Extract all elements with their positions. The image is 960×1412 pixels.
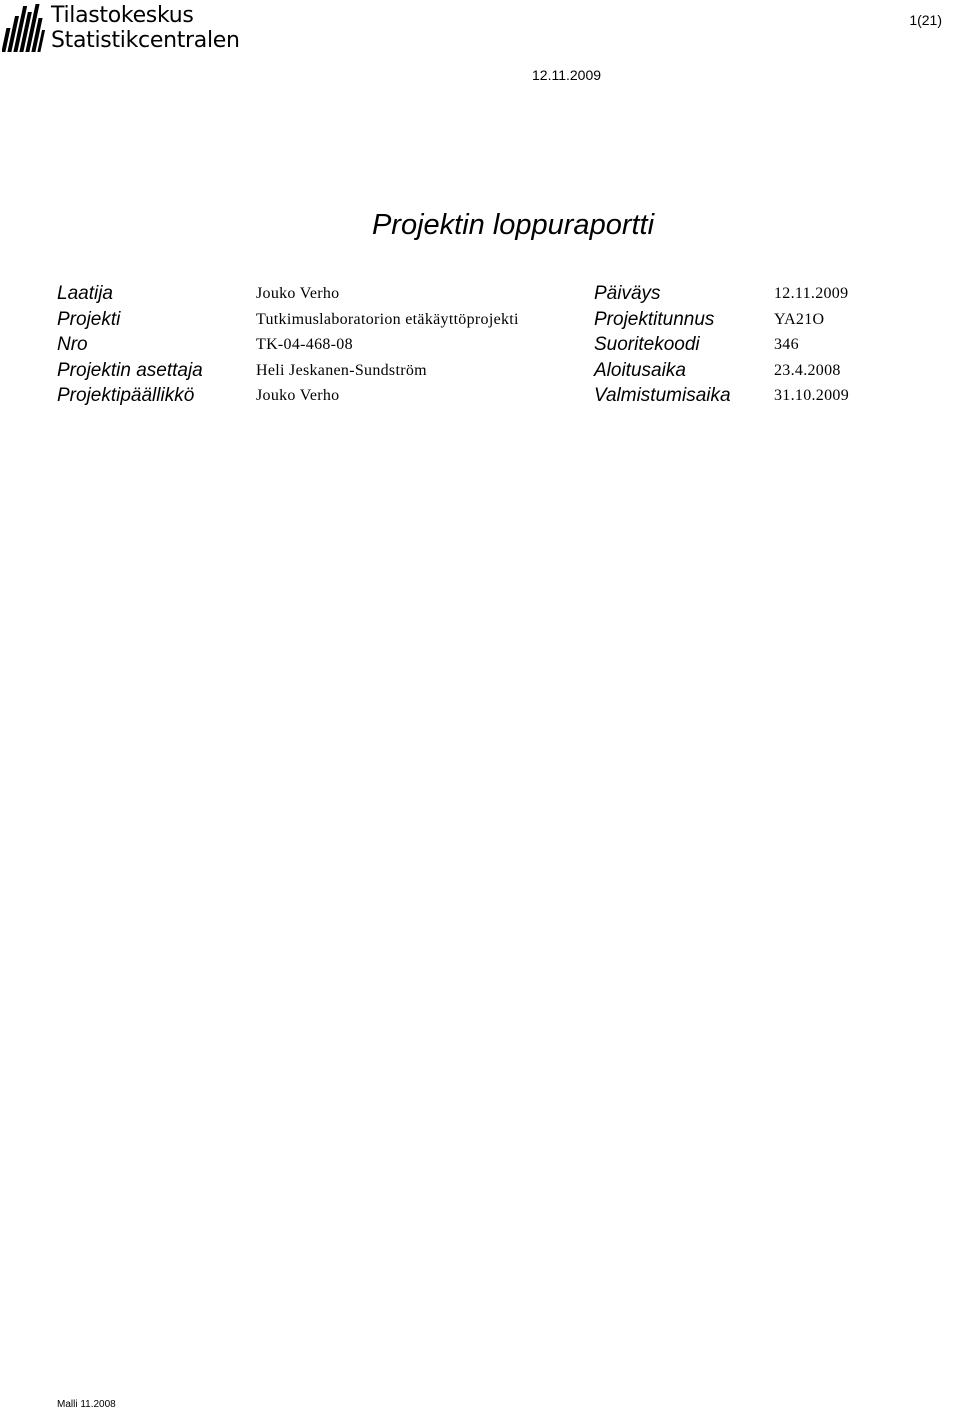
project-code-value: YA21O: [774, 310, 825, 328]
page-number: 1(21): [909, 12, 942, 28]
document-title: Projektin loppuraportti: [371, 209, 655, 241]
project-label: Projekti: [57, 308, 121, 330]
start-date-label: Aloitusaika: [594, 359, 686, 381]
commissioner-value: Heli Jeskanen-Sundström: [256, 361, 427, 379]
logo-line-sv: Statistikcentralen: [51, 28, 240, 53]
project-manager-value: Jouko Verho: [256, 387, 340, 404]
organization-logo: [2, 2, 252, 58]
completion-date-value: 31.10.2009: [774, 387, 849, 404]
number-label: Nro: [57, 334, 88, 355]
project-code-label: Projektitunnus: [594, 308, 715, 330]
logo-line-fi: Tilastokeskus: [51, 3, 194, 28]
logo-wordmark: [51, 3, 240, 53]
number-value: TK-04-468-08: [256, 336, 353, 353]
author-value: Jouko Verho: [256, 285, 340, 302]
commissioner-label: Projektin asettaja: [57, 359, 203, 381]
statistics-finland-bars-icon: [2, 2, 48, 54]
start-date-value: 23.4.2008: [774, 361, 841, 379]
header-date: 12.11.2009: [532, 67, 602, 83]
completion-date-label: Valmistumisaika: [594, 385, 731, 406]
date-value: 12.11.2009: [774, 285, 849, 302]
date-label: Päiväys: [594, 283, 661, 304]
output-code-value: 346: [774, 336, 799, 353]
project-manager-label: Projektipäällikkö: [57, 385, 195, 406]
project-value: Tutkimuslaboratorion etäkäyttöprojekti: [256, 310, 519, 328]
output-code-label: Suoritekoodi: [594, 334, 700, 355]
author-label: Laatija: [57, 283, 113, 304]
template-version: Malli 11.2008: [57, 1399, 116, 1410]
